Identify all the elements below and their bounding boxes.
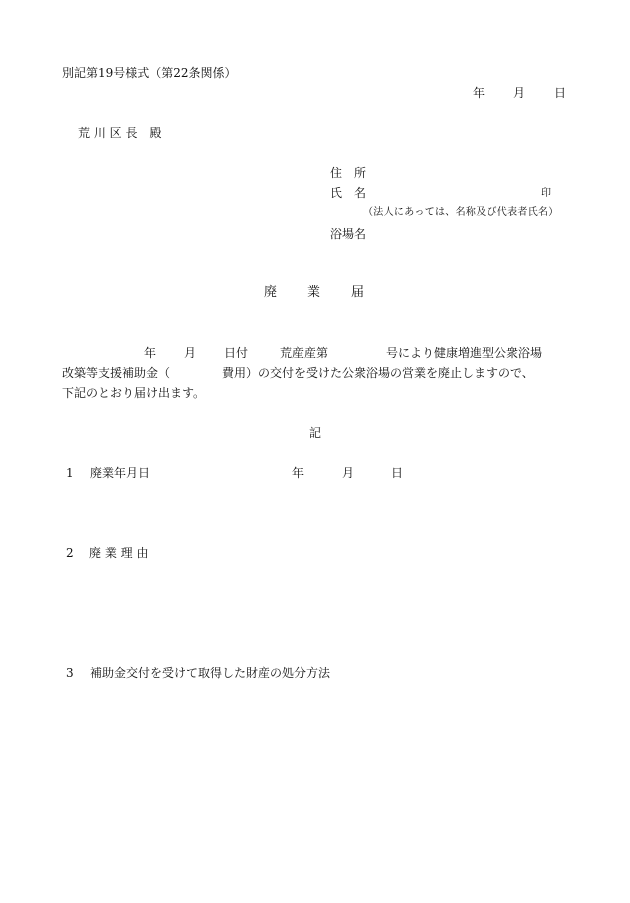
bathhouse-label: 浴場名 xyxy=(330,227,367,241)
addressee: 荒 川 区 長 殿 xyxy=(78,126,162,140)
body-year: 年 xyxy=(144,346,157,360)
item-1-label: 廃業年月日 xyxy=(90,466,151,480)
body-line2-start: 改築等支援補助金（ xyxy=(62,366,171,380)
item-1-month: 月 xyxy=(342,466,355,480)
title-char-1: 廃 xyxy=(264,285,278,300)
body-line1-rest: 号により健康増進型公衆浴場 xyxy=(386,346,543,360)
body-line3: 下記のとおり届け出ます。 xyxy=(62,386,206,400)
item-1-number: 1 xyxy=(66,466,74,480)
item-3-number: 3 xyxy=(66,666,74,680)
form-style-reference: 別記第19号様式（第22条関係） xyxy=(62,66,237,80)
title-char-3: 届 xyxy=(351,285,365,300)
ki-heading: 記 xyxy=(309,426,322,440)
body-number-prefix: 荒産産第 xyxy=(280,346,329,360)
seal-mark: 印 xyxy=(541,188,551,199)
body-month: 月 xyxy=(184,346,197,360)
name-note: （法人にあっては、名称及び代表者氏名） xyxy=(363,207,559,218)
item-3-label: 補助金交付を受けて取得した財産の処分方法 xyxy=(90,666,331,680)
item-1-day: 日 xyxy=(391,466,404,480)
body-day-ref: 日付 xyxy=(224,346,249,360)
header-date-year: 年 xyxy=(473,86,486,100)
name-label: 氏 名 xyxy=(330,186,367,200)
header-date-day: 日 xyxy=(554,86,567,100)
title-char-2: 業 xyxy=(307,285,321,300)
item-2-number: 2 xyxy=(66,546,74,560)
item-2-label: 廃 業 理 由 xyxy=(89,546,149,560)
header-date-month: 月 xyxy=(513,86,526,100)
item-1-year: 年 xyxy=(292,466,305,480)
body-line2-rest: 費用）の交付を受けた公衆浴場の営業を廃止しますので、 xyxy=(222,366,534,380)
address-label: 住 所 xyxy=(330,166,367,180)
